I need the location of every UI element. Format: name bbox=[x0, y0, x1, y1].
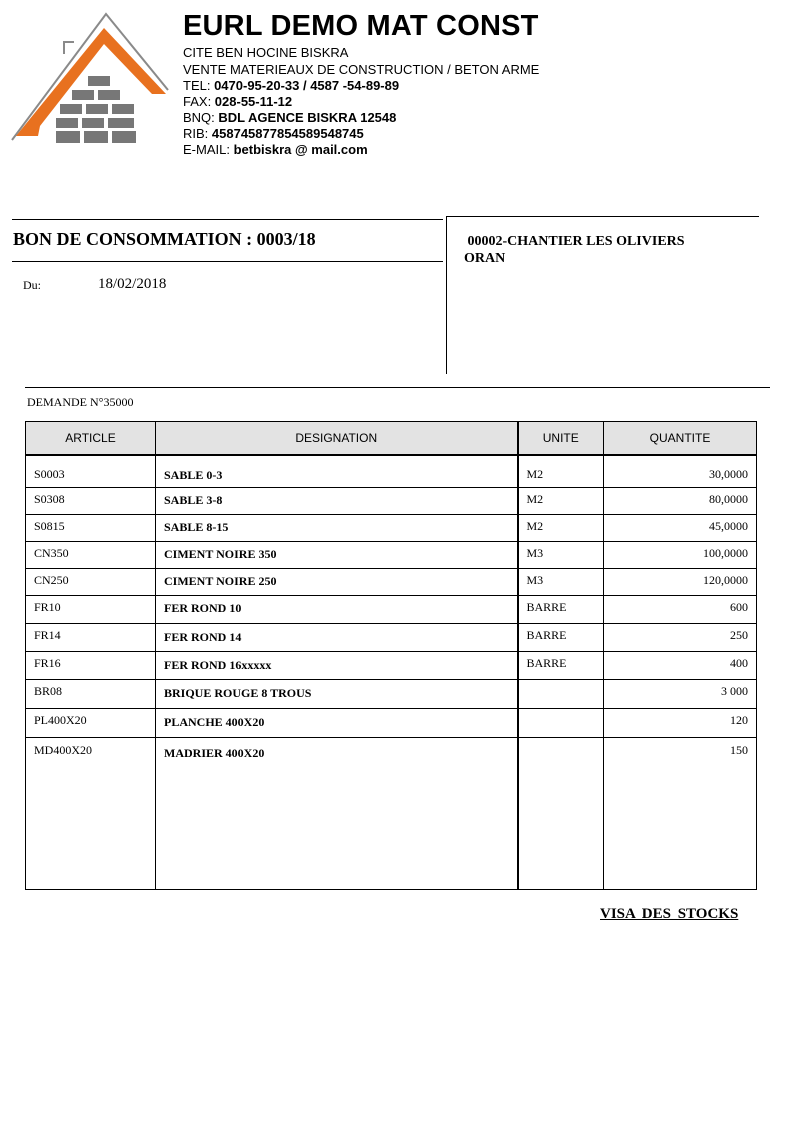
header-designation: DESIGNATION bbox=[156, 422, 518, 456]
cell-article: CN350 bbox=[26, 541, 156, 568]
divider bbox=[12, 261, 443, 262]
cell-quantite: 600 bbox=[604, 595, 757, 623]
company-address bbox=[183, 45, 348, 60]
chantier-info: 00002-CHANTIER LES OLIVIERS ORAN bbox=[464, 234, 685, 266]
table-row bbox=[26, 514, 757, 541]
table-row bbox=[26, 595, 757, 623]
cell-unite: M2 bbox=[518, 455, 604, 487]
cell-quantite: 400 bbox=[604, 651, 757, 679]
cell-unite: BARRE bbox=[518, 623, 604, 651]
info-value: 0470-95-20-33 / 4587 -54-89-89 bbox=[214, 78, 400, 93]
info-value: 028-55-11-12 bbox=[214, 94, 293, 109]
demande-number: DEMANDE N°35000 bbox=[27, 395, 134, 409]
info-label: E-MAIL: bbox=[183, 142, 234, 157]
table-header bbox=[26, 422, 757, 456]
cell-designation: MADRIER 400X20 bbox=[156, 737, 518, 889]
cell-unite: M2 bbox=[518, 487, 604, 514]
cell-quantite: 100,0000 bbox=[604, 541, 757, 568]
divider bbox=[25, 387, 770, 388]
cell-article: S0308 bbox=[26, 487, 156, 514]
cell-quantite: 30,0000 bbox=[604, 455, 757, 487]
company-email bbox=[183, 142, 368, 157]
cell-article: S0815 bbox=[26, 514, 156, 541]
table-row bbox=[26, 568, 757, 595]
info-value: betbiskra @ mail.com bbox=[233, 142, 368, 157]
cell-unite bbox=[518, 737, 604, 889]
cell-unite: M2 bbox=[518, 514, 604, 541]
cell-designation: FER ROND 14 bbox=[156, 623, 518, 651]
cell-unite: M3 bbox=[518, 541, 604, 568]
cell-designation: SABLE 3-8 bbox=[156, 487, 518, 514]
info-value: 458745877854589548745 bbox=[211, 126, 364, 141]
company-fax bbox=[183, 94, 292, 109]
table-row bbox=[26, 623, 757, 651]
cell-unite: M3 bbox=[518, 568, 604, 595]
cell-designation: CIMENT NOIRE 250 bbox=[156, 568, 518, 595]
cell-unite bbox=[518, 708, 604, 737]
date-value: 18/02/2018 bbox=[98, 276, 167, 292]
cell-quantite: 120,0000 bbox=[604, 568, 757, 595]
cell-designation: PLANCHE 400X20 bbox=[156, 708, 518, 737]
divider bbox=[12, 219, 443, 220]
table-row bbox=[26, 679, 757, 708]
table-row bbox=[26, 708, 757, 737]
company-rib bbox=[183, 126, 364, 141]
items-table bbox=[25, 421, 757, 890]
table-row bbox=[26, 487, 757, 514]
table-row bbox=[26, 455, 757, 487]
cell-unite bbox=[518, 679, 604, 708]
cell-designation: BRIQUE ROUGE 8 TROUS bbox=[156, 679, 518, 708]
cell-designation: CIMENT NOIRE 350 bbox=[156, 541, 518, 568]
company-activity bbox=[183, 62, 539, 77]
header-article: ARTICLE bbox=[26, 422, 156, 456]
info-label: RIB: bbox=[183, 126, 212, 141]
cell-designation: FER ROND 16xxxxx bbox=[156, 651, 518, 679]
cell-designation: SABLE 8-15 bbox=[156, 514, 518, 541]
header-unite: UNITE bbox=[518, 422, 604, 456]
document-title: BON DE CONSOMMATION : 0003/18 bbox=[13, 229, 316, 249]
cell-article: FR16 bbox=[26, 651, 156, 679]
info-label: TEL: bbox=[183, 78, 215, 93]
table-row bbox=[26, 651, 757, 679]
info-label: FAX: bbox=[183, 94, 215, 109]
company-tel bbox=[183, 78, 399, 93]
company-name: EURL DEMO MAT CONST bbox=[183, 10, 539, 42]
cell-article: PL400X20 bbox=[26, 708, 156, 737]
divider bbox=[446, 216, 447, 374]
company-logo bbox=[8, 8, 176, 148]
cell-designation: FER ROND 10 bbox=[156, 595, 518, 623]
cell-quantite: 250 bbox=[604, 623, 757, 651]
table-row bbox=[26, 541, 757, 568]
info-label: CITE BEN HOCINE BISKRA bbox=[183, 45, 349, 60]
company-bank bbox=[183, 110, 396, 125]
cell-quantite: 120 bbox=[604, 708, 757, 737]
cell-article: MD400X20 bbox=[26, 737, 156, 889]
date-label: Du: bbox=[23, 278, 41, 292]
table-row bbox=[26, 737, 757, 889]
info-value: BDL AGENCE BISKRA 12548 bbox=[218, 110, 397, 125]
info-label: BNQ: bbox=[183, 110, 219, 125]
divider bbox=[447, 216, 759, 217]
cell-article: S0003 bbox=[26, 455, 156, 487]
visa-stocks: VISA DES STOCKS bbox=[600, 906, 739, 922]
cell-article: FR10 bbox=[26, 595, 156, 623]
cell-unite: BARRE bbox=[518, 595, 604, 623]
cell-unite: BARRE bbox=[518, 651, 604, 679]
header-quantite: QUANTITE bbox=[604, 422, 757, 456]
cell-article: BR08 bbox=[26, 679, 156, 708]
cell-quantite: 3 000 bbox=[604, 679, 757, 708]
cell-quantite: 150 bbox=[604, 737, 757, 889]
cell-quantite: 80,0000 bbox=[604, 487, 757, 514]
cell-quantite: 45,0000 bbox=[604, 514, 757, 541]
cell-article: CN250 bbox=[26, 568, 156, 595]
cell-designation: SABLE 0-3 bbox=[156, 455, 518, 487]
info-label: VENTE MATERIEAUX DE CONSTRUCTION / BETON ARME bbox=[183, 62, 540, 77]
cell-article: FR14 bbox=[26, 623, 156, 651]
